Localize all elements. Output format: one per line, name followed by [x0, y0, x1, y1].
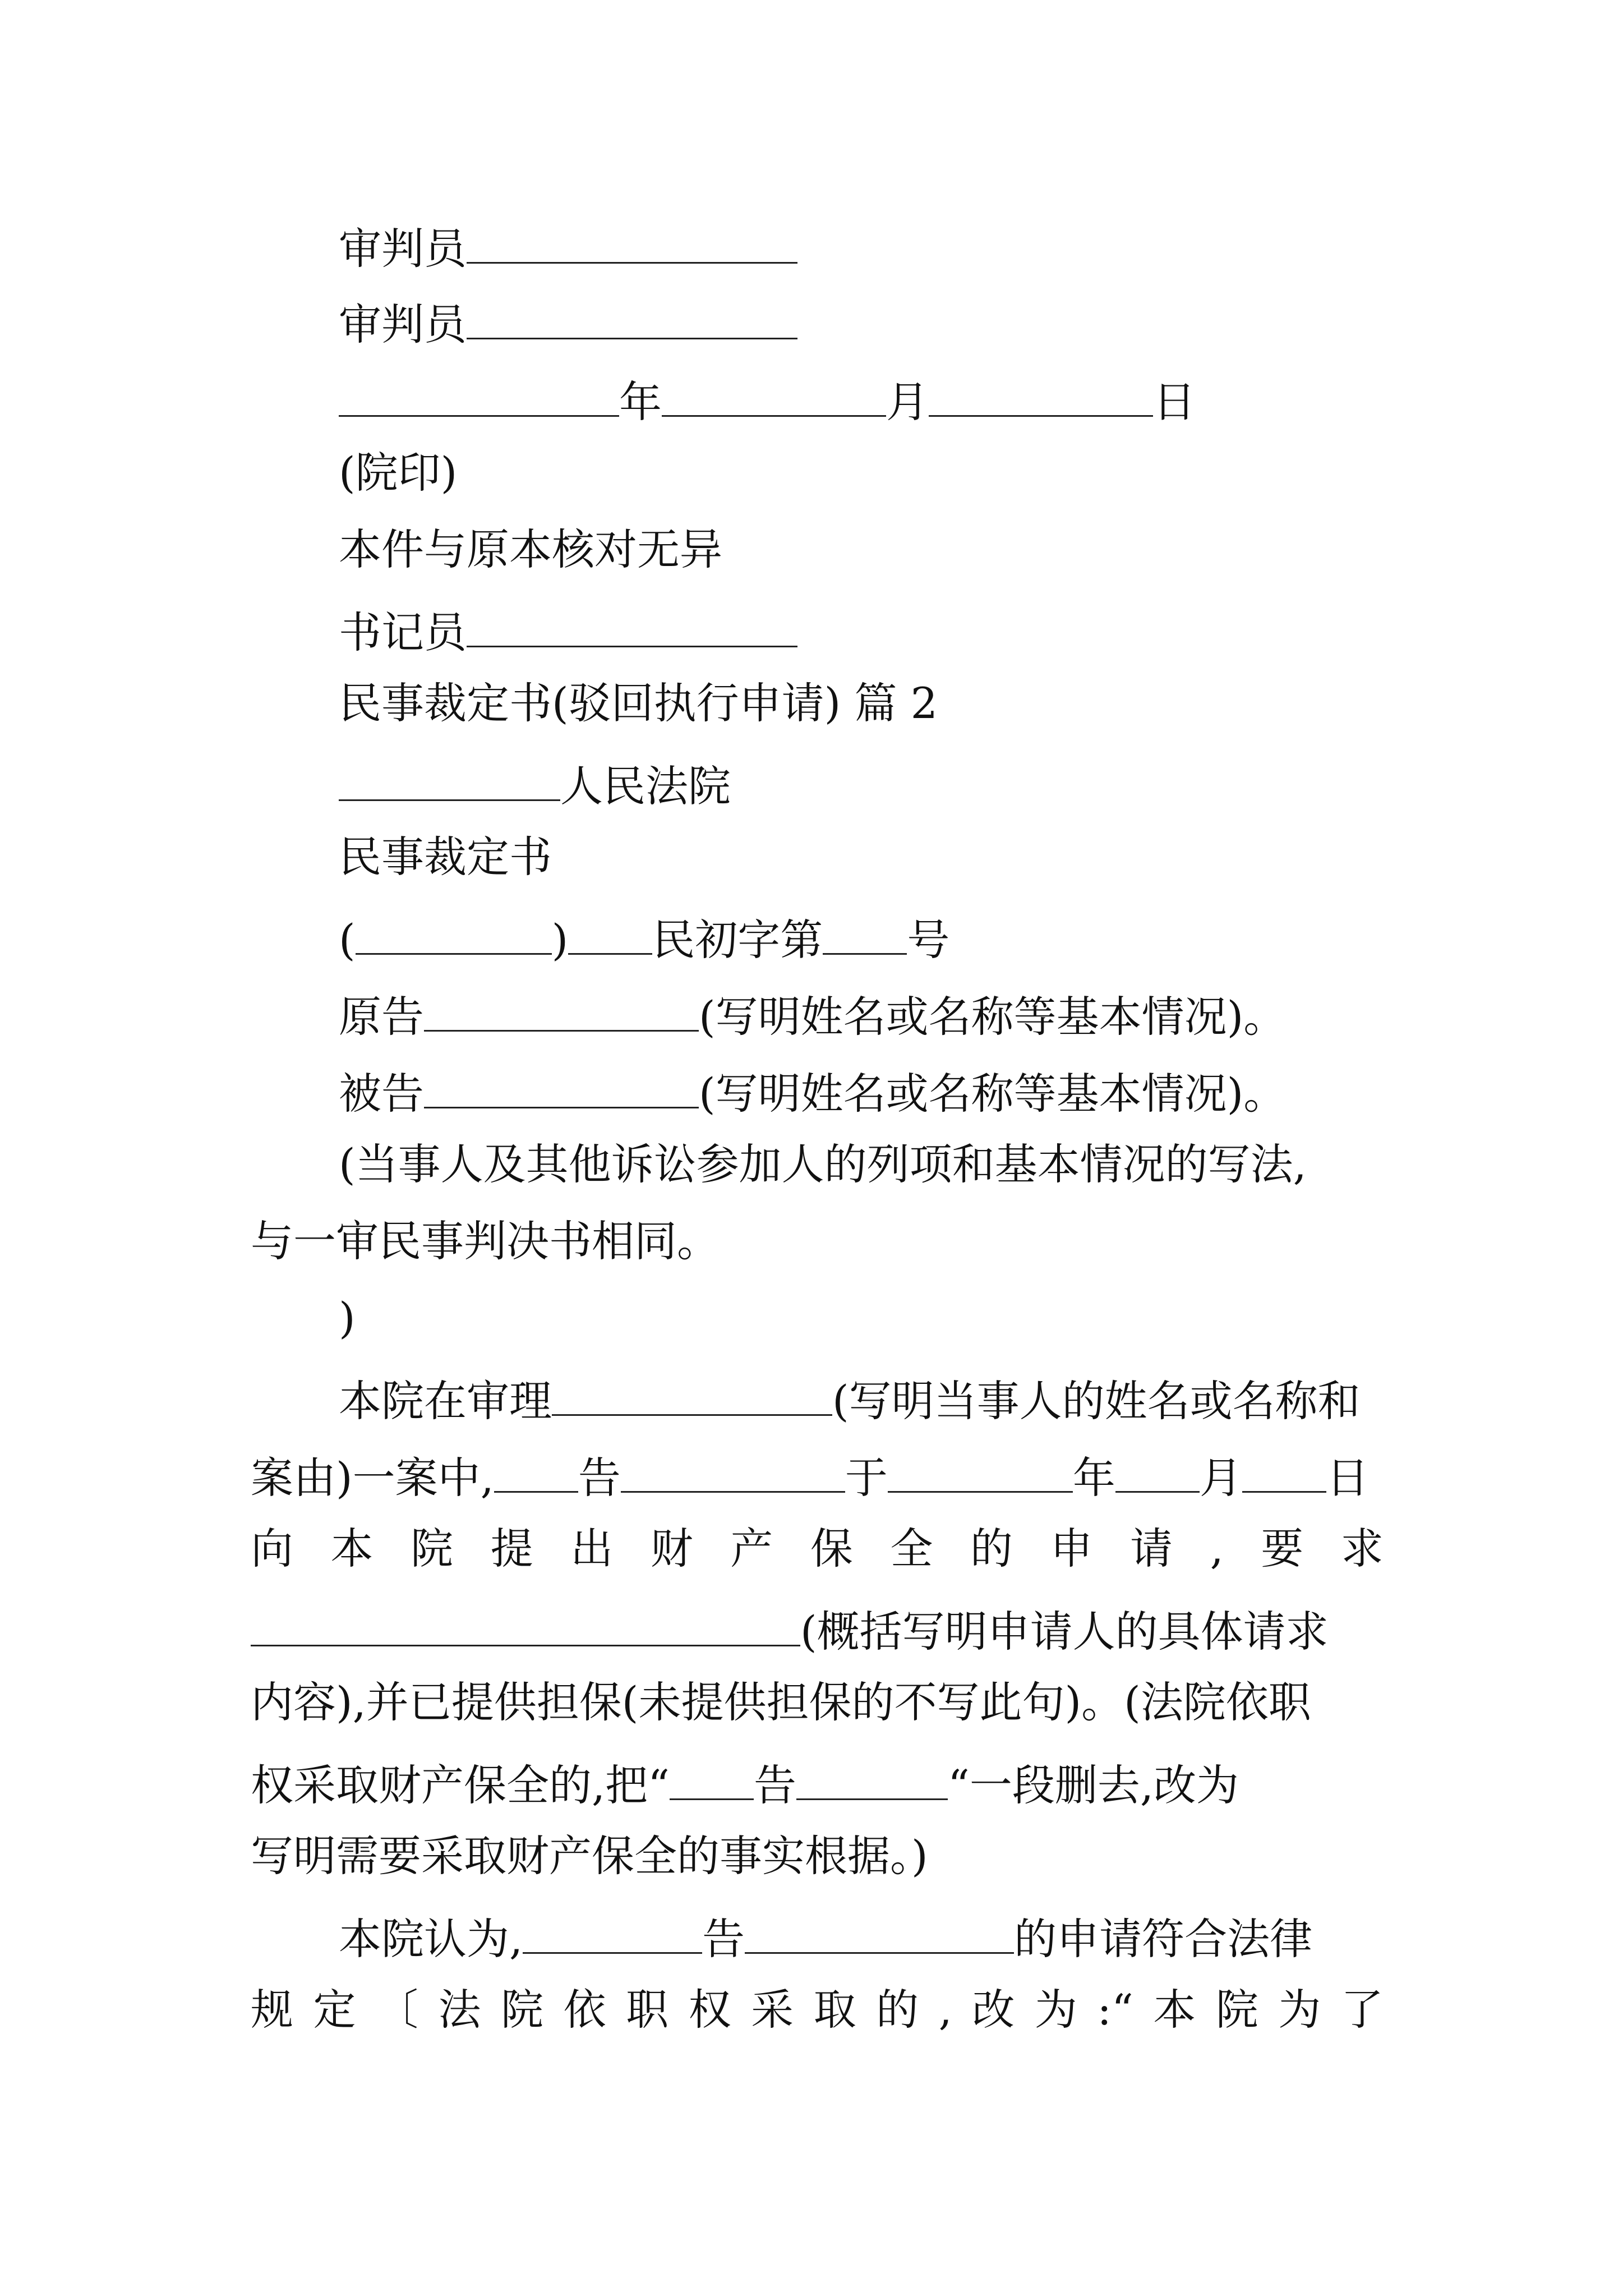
body-text: 日	[1326, 1453, 1369, 1503]
body-line-8	[339, 1912, 1313, 1964]
body-char: 了	[1340, 1985, 1384, 2035]
body-text: 告	[754, 1760, 797, 1811]
body-char: 院	[501, 1985, 544, 2035]
body-text: 的申请符合法律	[1014, 1914, 1313, 1964]
body-char: 为	[1278, 1985, 1321, 2035]
document-title: 民事裁定书	[339, 832, 552, 882]
body-char: 财	[650, 1524, 693, 1573]
clerk-label: 书记员	[339, 608, 467, 658]
verified-note: 本件与原本核对无异	[339, 524, 722, 574]
body-line-6	[251, 1758, 1239, 1811]
body-char: 取	[813, 1985, 856, 2035]
defendant-blank	[424, 1066, 699, 1108]
case-code-blank	[568, 913, 652, 955]
body-text: 本院在审理	[339, 1376, 552, 1427]
body-char: 院	[1215, 1985, 1258, 2035]
date-line	[339, 375, 1196, 427]
court-suffix: 人民法院	[560, 761, 731, 812]
day-blank	[1242, 1451, 1326, 1493]
judge-name-blank	[467, 222, 797, 264]
body-line-2	[251, 1451, 1369, 1503]
year-blank	[339, 375, 619, 417]
body-text: 告	[578, 1453, 621, 1503]
clerk-line	[339, 605, 797, 658]
body-char: 采	[751, 1985, 794, 2035]
body-char: 规	[251, 1985, 293, 2035]
clerk-name-blank	[467, 605, 797, 647]
section-heading: 民事裁定书(驳回执行申请) 篇 2	[339, 678, 938, 728]
case-open-paren: (	[339, 915, 356, 965]
body-line-5: 内容),并已提供担保(未提供担保的不写此句)。(法院依职	[251, 1677, 1311, 1727]
judge-name-blank	[467, 297, 797, 339]
case-number-blank	[823, 913, 907, 955]
plaintiff-label: 原告	[339, 992, 424, 1042]
body-text: (写明当事人的姓名或名称和	[832, 1376, 1361, 1427]
judge-label: 审判员	[339, 300, 467, 350]
case-year-blank	[356, 913, 552, 955]
defendant-label: 被告	[339, 1069, 424, 1119]
body-line-4	[251, 1604, 1329, 1657]
body-text: 案由)一案中,	[251, 1453, 494, 1503]
plaintiff-note: (写明姓名或名称等基本情况)。	[699, 992, 1287, 1042]
body-text: (概括写明申请人的具体请求	[800, 1607, 1329, 1657]
body-char: 要	[1261, 1524, 1304, 1573]
body-char: 院	[411, 1524, 454, 1573]
body-char: 职	[626, 1985, 669, 2035]
body-char: 产	[730, 1524, 773, 1573]
court-name-blank	[339, 759, 560, 801]
request-content-blank	[251, 1604, 800, 1646]
party-role-blank	[670, 1758, 754, 1800]
party-name-blank	[796, 1758, 948, 1800]
body-text: 告	[702, 1914, 745, 1964]
case-parties-blank	[552, 1374, 832, 1416]
body-char: 请	[1130, 1524, 1173, 1573]
year-label: 年	[619, 377, 662, 427]
year-blank	[888, 1451, 1073, 1493]
court-name-line	[339, 759, 731, 812]
body-char: ,	[938, 1985, 952, 2035]
case-mid-text: 民初字第	[652, 915, 823, 965]
body-char: 定	[313, 1985, 356, 2035]
case-end-text: 号	[907, 915, 950, 965]
plaintiff-line	[339, 990, 1287, 1042]
body-char: 法	[438, 1985, 481, 2035]
month-blank	[662, 375, 886, 417]
body-line-1	[339, 1374, 1361, 1427]
body-text: 年	[1072, 1453, 1115, 1503]
body-char: 向	[251, 1524, 293, 1573]
body-line-3	[251, 1524, 1384, 1573]
month-blank	[1115, 1451, 1200, 1493]
body-char: 求	[1340, 1524, 1384, 1573]
judge-line-2	[339, 297, 797, 350]
body-text: 于	[845, 1453, 888, 1503]
plaintiff-blank	[424, 990, 699, 1032]
seal-note: (院印)	[339, 448, 458, 498]
body-text: “一段删去,改为	[948, 1760, 1239, 1811]
party-role-blank	[494, 1451, 578, 1493]
body-line-7: 写明需要采取财产保全的事实根据。)	[251, 1831, 928, 1881]
party-name-blank	[621, 1451, 845, 1493]
body-text: 权采取财产保全的,把“	[251, 1760, 670, 1811]
party-role-blank	[523, 1912, 702, 1954]
body-line-9	[251, 1985, 1384, 2035]
case-number-line	[339, 913, 950, 965]
party-note-close: )	[339, 1293, 356, 1343]
body-char: 改	[972, 1985, 1015, 2035]
defendant-note: (写明姓名或名称等基本情况)。	[699, 1069, 1287, 1119]
body-char: 的	[876, 1985, 919, 2035]
judge-label: 审判员	[339, 224, 467, 274]
body-char: 为	[1034, 1985, 1077, 2035]
party-note-line-2: 与一审民事判决书相同。	[251, 1216, 720, 1266]
body-char: 提	[490, 1524, 533, 1573]
body-char: 保	[810, 1524, 853, 1573]
defendant-line	[339, 1066, 1287, 1119]
party-name-blank	[745, 1912, 1014, 1954]
body-char: ,	[1210, 1524, 1224, 1573]
body-char: 依	[563, 1985, 606, 2035]
body-text: 本院认为,	[339, 1914, 523, 1964]
party-note-line-1: (当事人及其他诉讼参加人的列项和基本情况的写法,	[339, 1139, 1307, 1189]
body-text: 月	[1199, 1453, 1242, 1503]
judge-line-1	[339, 222, 797, 274]
case-close-paren: )	[551, 915, 569, 965]
month-label: 月	[886, 377, 929, 427]
body-char: 的	[970, 1524, 1013, 1573]
body-char: 申	[1050, 1524, 1093, 1573]
day-label: 日	[1153, 377, 1196, 427]
day-blank	[929, 375, 1153, 417]
body-char: 全	[890, 1524, 933, 1573]
body-char: 本	[1153, 1985, 1196, 2035]
body-char: 权	[688, 1985, 731, 2035]
body-char: 〔	[376, 1985, 419, 2035]
body-char: 出	[570, 1524, 614, 1573]
body-char: 本	[330, 1524, 374, 1573]
body-char: :“	[1097, 1985, 1133, 2035]
